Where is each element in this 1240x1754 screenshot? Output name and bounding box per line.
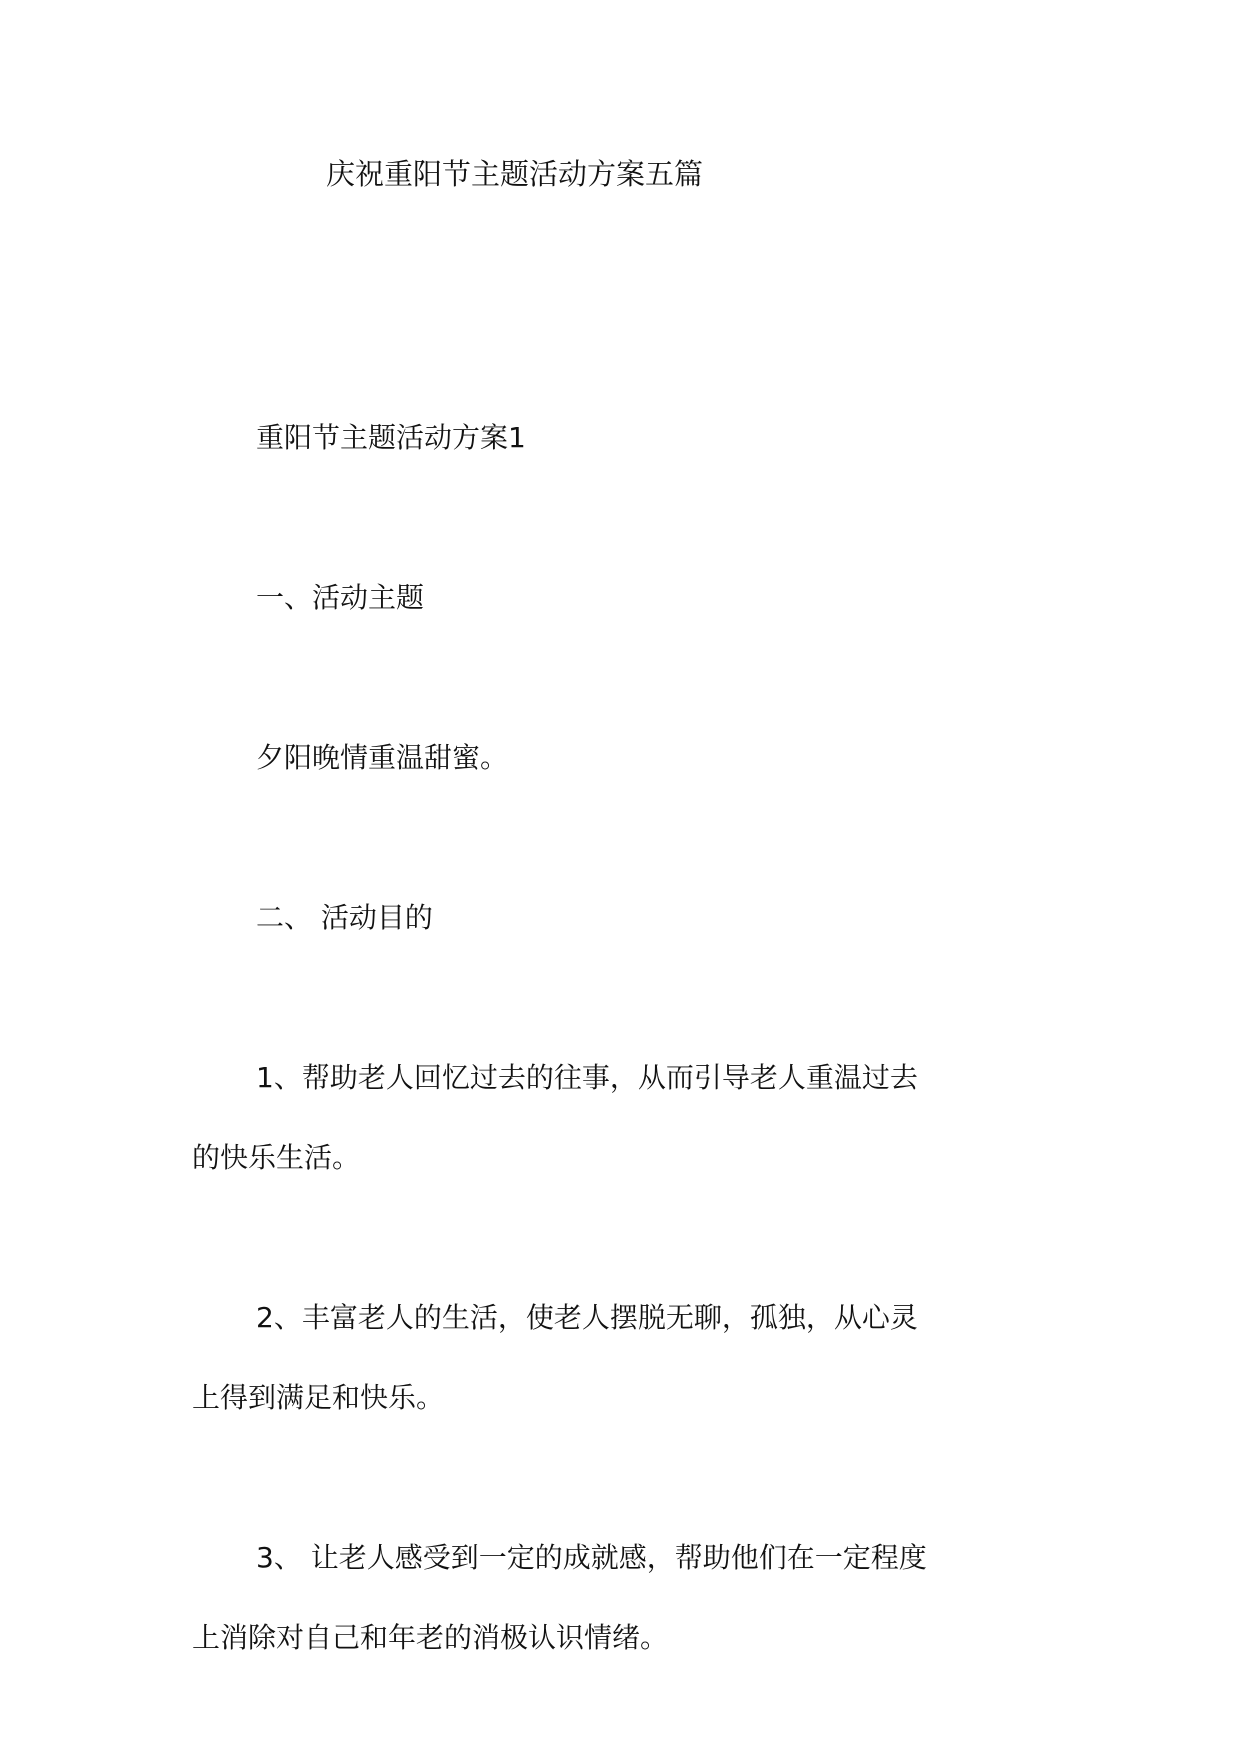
purpose-item-2-line-2: 上得到满足和快乐。 — [192, 1381, 445, 1414]
purpose-item-2-line-1: 2、丰富老人的生活，使老人摆脱无聊，孤独，从心灵 — [256, 1301, 918, 1334]
purpose-item-3-line-2: 上消除对自己和年老的消极认识情绪。 — [192, 1621, 669, 1654]
purpose-item-1-line-1: 1、帮助老人回忆过去的往事，从而引导老人重温过去 — [256, 1061, 918, 1094]
purpose-item-1-line-2: 的快乐生活。 — [192, 1141, 361, 1174]
document-title: 庆祝重阳节主题活动方案五篇 — [326, 157, 704, 191]
purpose-heading: 二、 活动目的 — [256, 901, 433, 934]
purpose-item-3-line-1: 3、 让老人感受到一定的成就感，帮助他们在一定程度 — [256, 1541, 927, 1574]
theme-heading: 一、活动主题 — [256, 581, 425, 614]
section-heading: 重阳节主题活动方案1 — [256, 421, 526, 454]
theme-text: 夕阳晚情重温甜蜜。 — [256, 741, 509, 774]
